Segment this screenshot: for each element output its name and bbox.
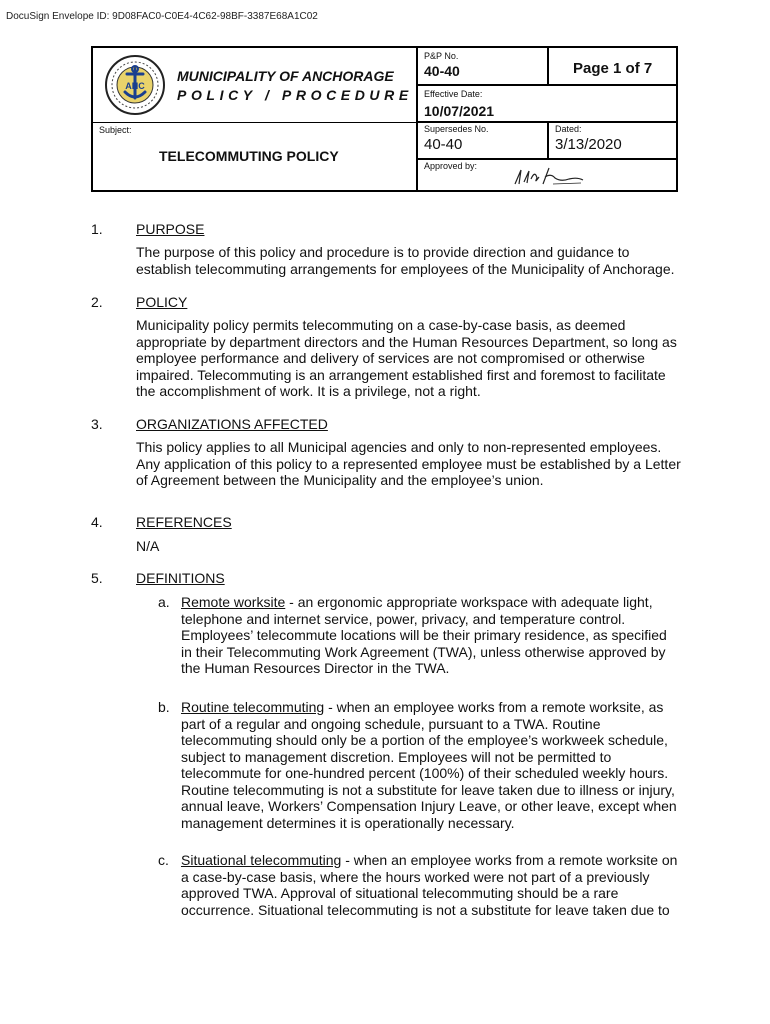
- definition-letter: a.: [158, 594, 170, 610]
- definition-term: Situational telecommuting: [181, 852, 342, 868]
- dated-value: 3/13/2020: [555, 136, 622, 153]
- definition-remote-worksite: [158, 594, 678, 678]
- effective-date-label: Effective Date:: [424, 89, 483, 99]
- section-heading: POLICY: [136, 294, 188, 310]
- subject-label: Subject:: [99, 125, 132, 135]
- definition-term: Routine telecommuting: [181, 699, 325, 715]
- subject-value: TELECOMMUTING POLICY: [159, 148, 339, 164]
- dated-label: Dated:: [555, 124, 582, 134]
- section-text: N/A: [136, 538, 160, 554]
- svg-text:ANC: ANC: [125, 81, 145, 91]
- policy-header-box: [91, 46, 678, 192]
- section-number: 1.: [91, 221, 103, 237]
- definition-text: - an ergonomic appropriate workspace with adequate light, telephone and internet service, power, privacy, and temperature control. Employees’ telecommute locations will be their primary residence, as specified in their Telecommuting Work Agreement (TWA), unless otherwise approved by the Human Resources Director in the TWA.: [181, 594, 667, 676]
- page-indicator: Page 1 of 7: [573, 60, 653, 77]
- definition-letter: c.: [158, 852, 169, 868]
- section-number: 4.: [91, 514, 103, 530]
- section-heading: DEFINITIONS: [136, 570, 225, 586]
- pp-no-label: P&P No.: [424, 51, 459, 61]
- definition-situational-telecommuting: [158, 852, 678, 922]
- section-purpose: [91, 221, 681, 281]
- definition-term: Remote worksite: [181, 594, 286, 610]
- docusign-envelope-id: DocuSign Envelope ID: 9D08FAC0-C0E4-4C62-98BF-3387E68A1C02: [6, 11, 318, 22]
- section-heading: ORGANIZATIONS AFFECTED: [136, 416, 328, 432]
- section-text: This policy applies to all Municipal agencies and only to non-represented employees. Any application of this policy to a represented employee must be established by a Letter of Agreement between the Municipality and the employee’s union.: [136, 439, 681, 488]
- section-number: 5.: [91, 570, 103, 586]
- section-heading: PURPOSE: [136, 221, 205, 237]
- approval-signature: [509, 164, 589, 190]
- section-organizations-affected: [91, 416, 681, 496]
- section-policy: [91, 294, 681, 404]
- section-number: 2.: [91, 294, 103, 310]
- section-text: Municipality policy permits telecommuting on a case-by-case basis, as deemed appropriate by department directors and the Human Resources Department, so long as employee performance and delivery of services are not compromised or otherwise impaired. Telecommuting is an arrangement established first and foremost to facilitate the accomplishment of work. It is a privilege, not a right.: [136, 317, 677, 399]
- effective-date-value: 10/07/2021: [424, 103, 495, 119]
- policy-procedure-title: POLICY / PROCEDURE: [177, 87, 413, 103]
- section-definitions: [91, 570, 681, 590]
- section-heading: REFERENCES: [136, 514, 232, 530]
- municipality-seal-logo: [104, 54, 166, 116]
- supersedes-label: Supersedes No.: [424, 124, 489, 134]
- approved-by-label: Approved by:: [424, 161, 478, 171]
- definition-letter: b.: [158, 699, 170, 715]
- section-number: 3.: [91, 416, 103, 432]
- definition-routine-telecommuting: [158, 699, 678, 833]
- supersedes-value: 40-40: [424, 136, 463, 153]
- definition-text: - when an employee works from a remote worksite on a case-by-case basis, where the hours worked were not part of a previously approved TWA. Approval of situational telecommuting should be a rare occurrence. Situational telecommuting is not a substitute for leave taken due to: [181, 852, 678, 918]
- definition-text: - when an employee works from a remote worksite, as part of a regular and ongoing schedule, pursuant to a TWA. Routine telecommuting should only be a portion of the employee’s workweek schedule, subject to management discretion. Employees will not be permitted to telecommute for one-hundred percent (100%) of their scheduled weekly hours. Routine telecommuting is not a substitute for leave taken due to illness or injury, annual leave, Workers’ Compensation Injury Leave, or other leave, except when management determines it is operationally necessary.: [181, 699, 677, 831]
- pp-no-value: 40-40: [424, 63, 460, 79]
- municipality-title: MUNICIPALITY OF ANCHORAGE: [177, 68, 394, 84]
- section-text: The purpose of this policy and procedure is to provide direction and guidance to establish telecommuting arrangements for employees of the Municipality of Anchorage.: [136, 244, 675, 277]
- section-references: [91, 514, 681, 558]
